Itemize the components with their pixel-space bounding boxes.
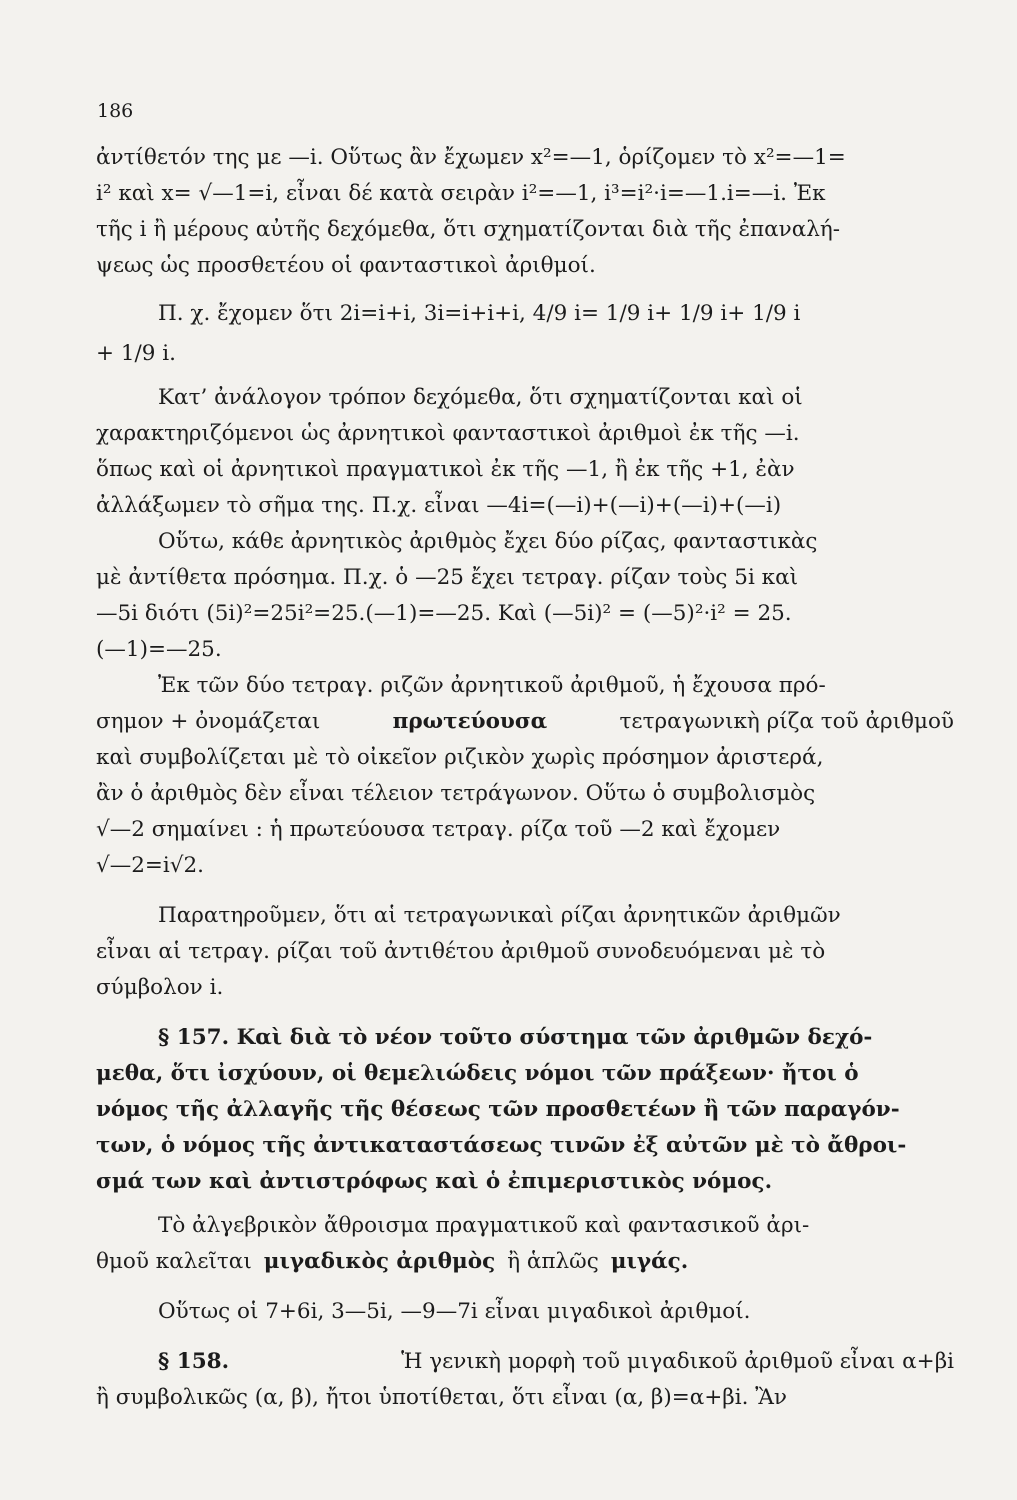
line-text: σύμβολον i. [96,975,224,1000]
section-158-heading [96,1344,954,1380]
line-text: Τὸ ἀλγεβρικὸν ἄθροισμα πραγματικοῦ καὶ φαντασικοῦ ἀρι- [158,1213,810,1238]
text-line [96,488,954,524]
text-line [96,1244,954,1280]
text-line [96,1208,954,1244]
text-line [96,140,954,176]
text-line [96,812,954,848]
line-text: i² καὶ x= √—1=i, εἶναι δέ κατὰ σειρὰν i²=—1, i³=i²·i=—1.i=—i. Ἐκ [96,181,826,206]
bold-text: μεθα, ὅτι ἰσχύουν, οἱ θεμελιώδεις νόμοι τῶν πράξεων· ἤτοι ὁ [96,1061,859,1086]
text-line [96,248,954,284]
line-text: καὶ συμβολίζεται μὲ τὸ οἰκεῖον ριζικὸν χωρὶς πρόσημον ἀριστερά, [96,745,824,770]
text-line [96,176,954,212]
text-line [96,668,954,704]
bold-term: μιγαδικὸς ἀριθμὸς [263,1249,496,1274]
section-157-heading [96,1020,954,1056]
line-text: ἢ συμβολικῶς (α, β), ἤτοι ὑποτίθεται, ὅτι εἶναι (α, β)=α+βi. Ἂν [96,1385,788,1410]
text-line [96,898,954,934]
bold-term: πρωτεύουσα [392,709,548,734]
text-line [96,1092,954,1128]
line-text: (—1)=—25. [96,637,222,662]
line-text: ψεως ὡς προσθετέου οἱ φανταστικοὶ ἀριθμοί. [96,253,596,278]
line-text: Παρατηροῦμεν, ὅτι αἱ τετραγωνικαὶ ρίζαι ἀρνητικῶν ἀριθμῶν [158,903,841,928]
line-text: √—2=i√2. [96,853,204,878]
line-text: Οὕτω, κάθε ἀρνητικὸς ἀριθμὸς ἔχει δύο ρίζας, φανταστικὰς [158,529,818,554]
text-line [96,524,954,560]
text-line [96,292,954,336]
line-text: ἀλλάξωμεν τὸ σῆμα της. Π.χ. εἶναι —4i=(—i)+(—i)+(—i)+(—i) [96,493,782,518]
text-line [96,776,954,812]
line-text: σημον + ὀνομάζεται [96,709,321,734]
line-text: μὲ ἀντίθετα πρόσημα. Π.χ. ὁ —25 ἔχει τετραγ. ρίζαν τοὺς 5i καὶ [96,565,799,590]
text-line [96,380,954,416]
text-line [96,704,954,740]
line-text: Κατ’ ἀνάλογον τρόπον δεχόμεθα, ὅτι σχηματίζονται καὶ οἱ [158,385,803,410]
text-line [96,934,954,970]
bold-text: § 157. Καὶ διὰ τὸ νέον τοῦτο σύστημα τῶν ἀριθμῶν δεχό- [158,1025,873,1050]
text-line [96,560,954,596]
text-line [96,632,954,668]
text-line [96,416,954,452]
bold-text: σμά των καὶ ἀντιστρόφως καὶ ὁ ἐπιμεριστικὸς νόμος. [96,1169,773,1194]
line-text: εἶναι αἱ τετραγ. ρίζαι τοῦ ἀντιθέτου ἀριθμοῦ συνοδευόμεναι μὲ τὸ [96,939,826,964]
text-line [96,848,954,884]
line-text: ὅπως καὶ οἱ ἀρνητικοὶ πραγματικοὶ ἐκ τῆς —1, ἢ ἐκ τῆς +1, ἐὰν [96,457,795,482]
text-line [96,1294,954,1330]
text-line [96,1380,954,1416]
line-text: Ἐκ τῶν δύο τετραγ. ριζῶν ἀρνητικοῦ ἀριθμοῦ, ἡ ἔχουσα πρό- [158,673,826,698]
line-text: + 1/9 i. [96,341,176,366]
line-text: ἂν ὁ ἀριθμὸς δὲν εἶναι τέλειον τετράγωνον. Οὕτω ὁ συμβολισμὸς [96,781,816,806]
line-text: ἢ ἁπλῶς [507,1249,599,1274]
line-text: Οὕτως οἱ 7+6i, 3—5i, —9—7i εἶναι μιγαδικοὶ ἀριθμοί. [158,1299,751,1324]
text-line [96,1056,954,1092]
page-body [96,140,954,1416]
text-line [96,1128,954,1164]
section-number: § 158. [158,1349,230,1374]
line-text: τῆς i ἢ μέρους αὐτῆς δεχόμεθα, ὅτι σχηματίζονται διὰ τῆς ἐπαναλή- [96,217,841,242]
bold-term: μιγάς. [610,1249,689,1274]
text-line [96,336,954,372]
text-line [96,212,954,248]
bold-text: των, ὁ νόμος τῆς ἀντικαταστάσεως τινῶν ἐξ αὐτῶν μὲ τὸ ἄθροι- [96,1133,907,1158]
line-text: Ἡ γενικὴ μορφὴ τοῦ μιγαδικοῦ ἀριθμοῦ εἶναι α+βi [401,1349,954,1374]
page-number: 186 [97,100,134,122]
text-line [96,452,954,488]
line-text: ἀντίθετόν της με —i. Οὕτως ἂν ἔχωμεν x²=—1, ὁρίζομεν τὸ x²=—1= [96,145,846,170]
text-line [96,596,954,632]
text-line [96,740,954,776]
text-line [96,970,954,1006]
bold-text: νόμος τῆς ἀλλαγῆς τῆς θέσεως τῶν προσθετέων ἢ τῶν παραγόν- [96,1097,900,1122]
line-text: χαρακτηριζόμενοι ὡς ἀρνητικοὶ φανταστικοὶ ἀριθμοὶ ἐκ τῆς —i. [96,421,800,446]
text-line [96,1164,954,1200]
line-text: √—2 σημαίνει : ἡ πρωτεύουσα τετραγ. ρίζα τοῦ —2 καὶ ἔχομεν [96,817,781,842]
line-text: Π. χ. ἔχομεν ὅτι 2i=i+i, 3i=i+i+i, 4/9 i= 1/9 i+ 1/9 i+ 1/9 i [158,301,801,326]
line-text: τετραγωνικὴ ρίζα τοῦ ἀριθμοῦ [619,709,954,734]
line-text: —5i διότι (5i)²=25i²=25.(—1)=—25. Καὶ (—5i)² = (—5)²·i² = 25. [96,601,792,626]
line-text: θμοῦ καλεῖται [96,1249,252,1274]
